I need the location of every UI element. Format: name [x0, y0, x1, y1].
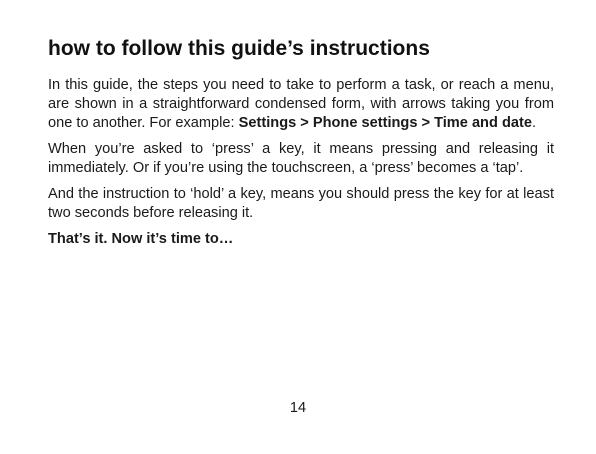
paragraph-hold-definition: And the instruction to ‘hold’ a key, means you should press the key for at least two seconds before releasing it.	[48, 186, 554, 221]
paragraph-instructions-format	[48, 76, 554, 133]
paragraph-instructions-text: In this guide, the steps you need to take to perform a task, or reach a menu, are shown in a straightforward condensed form, with arrows taking you from one to another. For example:	[48, 77, 554, 131]
guide-page	[48, 36, 554, 249]
section-heading: how to follow this guide’s instructions	[48, 37, 430, 60]
paragraph-press-definition: When you’re asked to ‘press’ a key, it means pressing and releasing it immediately. Or if you’re using the touchscreen, a ‘press’ becomes a ‘tap’.	[48, 141, 554, 176]
closing-line: That’s it. Now it’s time to…	[48, 231, 234, 247]
page-number: 14	[289, 400, 307, 416]
paragraph-instructions-end: .	[531, 115, 537, 131]
example-menu-path: Settings > Phone settings > Time and date	[238, 115, 532, 131]
